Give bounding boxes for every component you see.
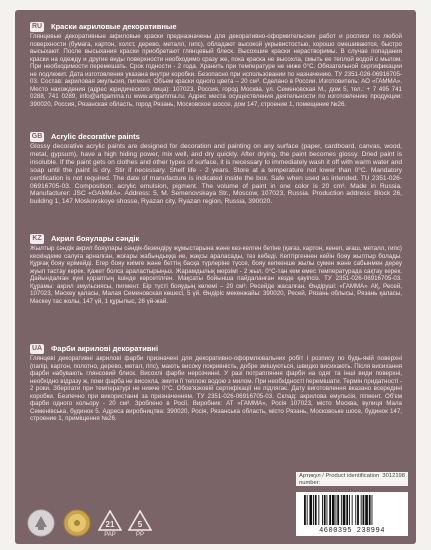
article-caption: Артикул / Product identification number: bbox=[299, 473, 380, 486]
barcode-bar bbox=[336, 495, 337, 525]
section-ua bbox=[26, 344, 404, 423]
section-header bbox=[26, 344, 404, 355]
barcode-bar bbox=[349, 495, 350, 525]
barcode-bar bbox=[337, 495, 339, 525]
section-title: Акрил бояулары сәндік bbox=[51, 234, 140, 243]
barcode-bar bbox=[341, 495, 342, 525]
section-gb bbox=[26, 132, 404, 206]
barcode-bar bbox=[332, 495, 335, 525]
recycling-number: 21 bbox=[105, 520, 115, 529]
quality-seal-icon bbox=[62, 508, 92, 538]
label-panel bbox=[26, 22, 406, 542]
section-header bbox=[26, 132, 404, 143]
section-header bbox=[26, 234, 404, 245]
barcode-bar bbox=[313, 495, 314, 525]
barcode-bar bbox=[329, 495, 331, 525]
eac-mark bbox=[26, 508, 56, 538]
barcode-bars bbox=[304, 495, 400, 525]
barcode-bar bbox=[372, 495, 373, 525]
section-header bbox=[26, 22, 404, 33]
section-text: Glossy decorative acrylic paints are designed for decoration and painting on any surface (paper, cardboard, canvas, wood, metal, gypsum), have a high hiding power, mix well, and dry quickly. After drying, the paint becomes glossy. Dried paint is insoluble. If the paint gets on clothes and other types of surface, it is necessary to immediately wash it off with warm water and soap until the paint is dry. Stir if necessary. Shelf life - 2 years. Store at a temperature not lower than 0°C. Mandatory certification is not required. The date of manufacture is indicated inside the box. Safe when used as intended. TU 2351-026-06916705-03. Composition: acrylic emulsion, pigment. The volume of paint in one color is 20 cm³. Made in Russia. Manufacturer: JSC «GAMMA». Address: 5, M. Semenovskaya Str., Moscow, 107023, Russia. Production address: Block 26, building 1, 147 Moskovskoye shosse, Ryazan city, Ryazan region, Russia, 390020. bbox=[30, 143, 402, 206]
eac-mark-icon bbox=[26, 508, 56, 538]
barcode-bar bbox=[304, 495, 306, 525]
barcode-bar bbox=[322, 495, 323, 525]
section-title: Краски акриловые декоративные bbox=[51, 22, 177, 31]
barcode-bar bbox=[357, 495, 359, 525]
section-title: Фарби акрилові декоративні bbox=[51, 344, 159, 353]
language-code: UA bbox=[31, 345, 43, 352]
barcode-bar bbox=[309, 495, 312, 525]
barcode-bar bbox=[355, 495, 356, 525]
footer bbox=[26, 462, 406, 542]
recycling-number: 5 bbox=[137, 520, 143, 529]
barcode-bar bbox=[318, 495, 319, 525]
recycling-icon bbox=[98, 510, 122, 532]
barcode-bar bbox=[369, 495, 371, 525]
article-label bbox=[296, 472, 408, 486]
barcode bbox=[296, 492, 408, 536]
quality-seal bbox=[62, 508, 92, 538]
section-text: Глянцевые декоративные акриловые краски предназначены для декоративно-оформительских работ и росписи по любой поверхности (бумага, картон, холст, дерево, металл, гипс), обладают высокой укрывистостью, хорошо смешиваются, быстро высыхают. После высыхания краски приобретают глянцевый блеск. Высохшие краски нерастворимы. В случае попадания краски на одежду и другие виды поверхности необходимо сразу же, пока краска не высохла, смыть ее теплой водой с мылом. При необходимости перемешать. Срок годности - 2 года. Хранить при температуре не ниже 0°С. Обязательной сертификации не подлежит. Дата изготовления указана внутри коробки. Безопасно при использовании по назначению. ТУ 2351-026-06916705-03. Состав: акриловая эмульсия, пигмент. Объем краски одного цвета – 20 см³. Сделано в России. Изготовитель: АО «ГАММА». Место нахождения (адрес юридического лица): 107023, Россия, город Москва, ул. Семеновская М., дом 5, тел.: + 7 495 741 0288, 741 0289, info@artgamma.ru www.artgamma.ru. Адрес места осуществления деятельности по изготовлению продукции: 390020, Россия, Рязанская область, город Рязань, Московское шоссе, дом 147, строение 1, помещение №26. bbox=[30, 33, 402, 108]
recycling-icon bbox=[128, 510, 152, 532]
barcode-bar bbox=[352, 495, 353, 525]
compliance-icons bbox=[26, 508, 152, 538]
section-ru bbox=[26, 22, 404, 108]
barcode-bar bbox=[346, 495, 348, 525]
barcode-bar bbox=[343, 495, 346, 525]
recycling-code: PAP bbox=[104, 532, 116, 538]
barcode-bar bbox=[315, 495, 317, 525]
language-code: RU bbox=[31, 23, 43, 30]
article-number: 3012198 bbox=[382, 473, 405, 479]
language-code: GB bbox=[31, 133, 43, 140]
barcode-bar bbox=[363, 495, 365, 525]
section-text: Жылтыр сәндік акрил бояулары сәндік-безендіру жұмыстарына және кез-келген бетіне (қағаз, картон, кенеп, ағаш, металл, гипс) кескіндеме салуға арналған, жоғары жабындыққа ие, жақсы араласады, тез кебеді. Кептіргеннен кейін бояу жылтыр болады. Құрғақ бояу ерімейді. Егер бояу киімге және беттің басқа түрлеріне түссе, бояу кепкенше жылы сумен және сабынмен дереу жуып тастау керек. Қажет болса араластырыңыз. Жарамдылық мерзімі - 2 жыл. 0°С-тан кем емес температурада сақтау керек. Дайындалған күні қораптың ішінде көрсетілген. Мақсаты бойынша пайдаланған кезде қауіпсіз. ТУ 2351-026-06916705-03. Құрамы: акрил эмульсиясы, пигмент. Бір түсті бояудың көлемі – 20 см³. Ресейде жасалған. Өндіруші: «ГАММА» АҚ, Ресей, 107023, Мәскеу қаласы, Малая Семеновская көшесі, 5 үй. Өндіріс мекенжайы: 390020, Ресей, Рязань облысы, Рязань қаласы, Мәскеу тас жолы, 147 үй, 1 құрылыс, 26 үй-жай. bbox=[30, 245, 402, 305]
barcode-bar bbox=[327, 495, 328, 525]
recycling-code: PP bbox=[135, 532, 144, 538]
barcode-bar bbox=[361, 495, 362, 525]
barcode-bar bbox=[365, 495, 368, 525]
language-code: KZ bbox=[30, 234, 44, 244]
barcode-bar bbox=[324, 495, 326, 525]
recycling-mark-pp bbox=[128, 510, 152, 538]
section-kz bbox=[26, 234, 404, 305]
barcode-bar bbox=[307, 495, 308, 525]
recycling-mark-pap bbox=[98, 510, 122, 538]
barcode-digits: 4600395 238994 bbox=[319, 527, 385, 535]
section-title: Acrylic decorative paints bbox=[51, 132, 140, 141]
section-text: Глянцеві декоративні акрилові фарби призначені для декоративно-оформлювальних робіт і розпису по будь-якій поверхні (папір, картон, полотно, дерево, метал, гіпс), мають високу покривність, добре змішуються, швидко висихають. Після висихання фарби набувають глянсовий блиск. Висохлі фарби нерозчинні. У разі потрапляння фарби на одяг та інші види поверхні, необхідно відразу ж, поки фарба не висохла, змити її теплою водою з милом. При необхідності перемішати. Термін придатності - 2 роки. Зберігати при температурі не нижче 0°С. Обов'язковій сертифікації не підлягає. Дату виготовлення вказано всередині коробки. Безпечно при використанні за призначенням. ТУ 2351-026-06916705-03. Склад: акрилова емульсія, пігмент. Об'єм фарби одного кольору - 20 см³. Зроблено в Росії. Виробник: АТ «ГАММА», Росія 107023, місто Москва, вулиця Мала Семенівська, будинок 5. Адреса виробництва: 390020, Росія, Рязанська область, місто Рязань, Московське шосе, будинок 147, строение 1, приміщення №26. bbox=[30, 355, 402, 422]
